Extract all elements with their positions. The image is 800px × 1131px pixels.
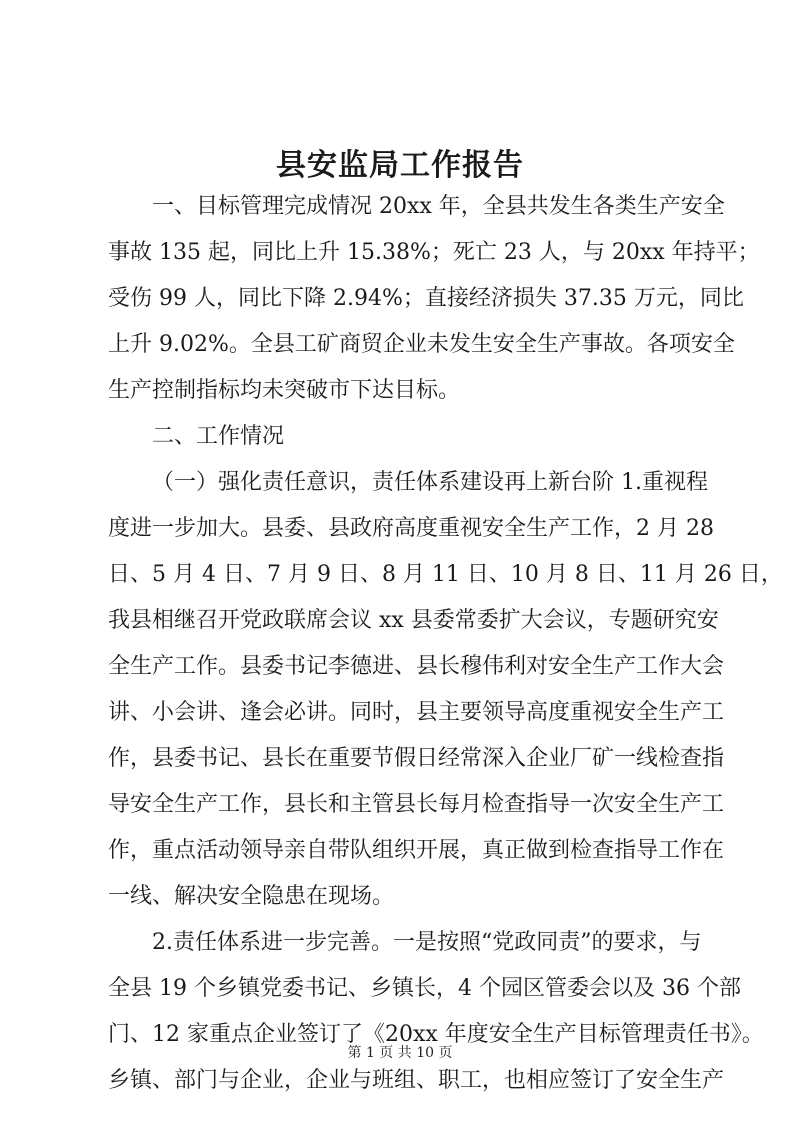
paragraph-line: 作，县委书记、县长在重要节假日经常深入企业厂矿一线检查指 — [108, 746, 725, 771]
paragraph-line: 度进一步加大。县委、县政府高度重视安全生产工作，2 月 28 — [108, 516, 714, 541]
paragraph-line: 作，重点活动领导亲自带队组织开展，真正做到检查指导工作在 — [108, 838, 725, 863]
paragraph-line: 全县 19 个乡镇党委书记、乡镇长，4 个园区管委会以及 36 个部 — [108, 976, 741, 1001]
paragraph-line: 全生产工作。县委书记李德进、县长穆伟利对安全生产工作大会 — [108, 654, 725, 679]
paragraph-line: 一线、解决安全隐患在现场。 — [108, 884, 395, 909]
paragraph-line: 2.责任体系进一步完善。一是按照“党政同责”的要求，与 — [152, 930, 702, 955]
paragraph-line: 乡镇、部门与企业，企业与班组、职工，也相应签订了安全生产 — [108, 1068, 725, 1093]
paragraph-line: 受伤 99 人，同比下降 2.94%；直接经济损失 37.35 万元，同比 — [108, 286, 744, 311]
paragraph-line: 门、12 家重点企业签订了《20xx 年度安全生产目标管理责任书》。 — [108, 1022, 764, 1047]
paragraph-line: 我县相继召开党政联席会议 xx 县委常委扩大会议，专题研究安 — [108, 608, 719, 633]
document-title: 县安监局工作报告 — [276, 148, 524, 183]
paragraph-line: 日、5 月 4 日、7 月 9 日、8 月 11 日、10 月 8 日、11 月 26 日， — [108, 562, 783, 587]
paragraph-line: 导安全生产工作，县长和主管县长每月检查指导一次安全生产工 — [108, 792, 725, 817]
section-heading: 二、工作情况 — [152, 424, 285, 449]
paragraph-line: 上升 9.02%。全县工矿商贸企业未发生安全生产事故。各项安全 — [108, 332, 735, 357]
paragraph-line: 讲、小会讲、逢会必讲。同时，县主要领导高度重视安全生产工 — [108, 700, 725, 725]
paragraph-line: 生产控制指标均未突破市下达目标。 — [108, 378, 461, 403]
document-body — [108, 184, 783, 1104]
page-number: 第 1 页 共 10 页 — [347, 1045, 453, 1061]
paragraph-line: 一、目标管理完成情况 20xx 年，全县共发生各类生产安全 — [152, 194, 725, 219]
paragraph-line: （一）强化责任意识，责任体系建设再上新台阶 1.重视程 — [152, 470, 708, 495]
paragraph-line: 事故 135 起，同比上升 15.38%；死亡 23 人，与 20xx 年持平； — [108, 240, 760, 265]
